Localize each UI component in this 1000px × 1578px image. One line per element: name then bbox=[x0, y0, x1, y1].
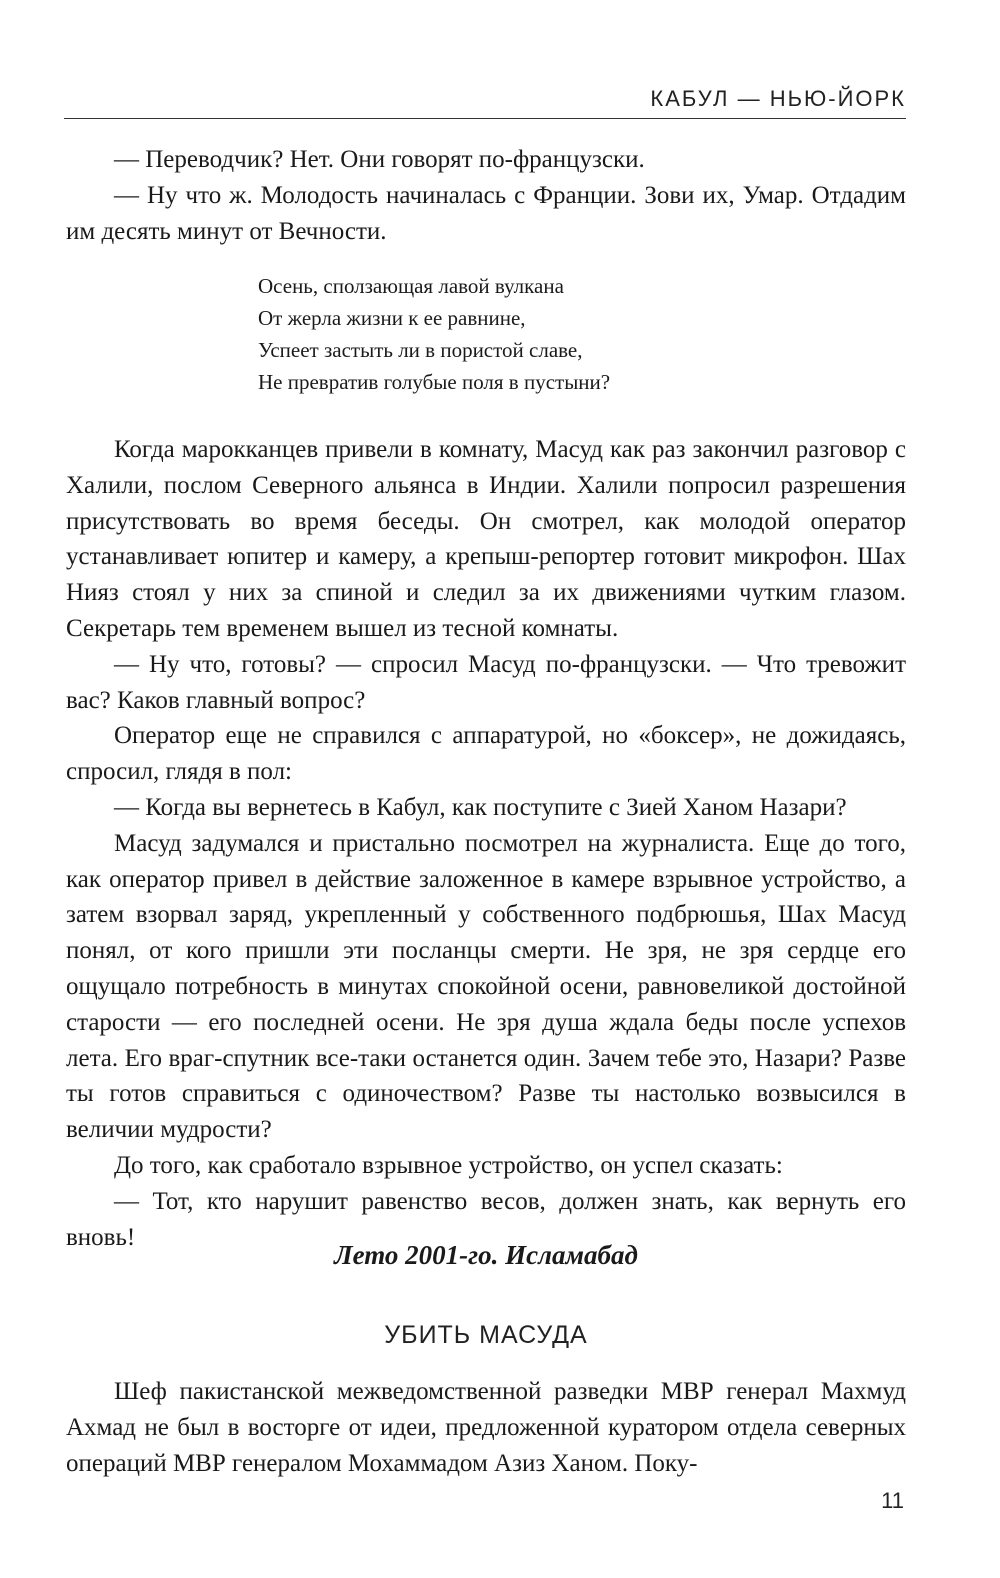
top-dialogue bbox=[66, 142, 906, 249]
section-title: Лето 2001-го. Исламабад bbox=[334, 1240, 638, 1270]
running-head: КАБУЛ — НЬЮ-ЙОРК bbox=[650, 86, 906, 111]
poem-line: Осень, сползающая лавой вулкана bbox=[258, 274, 564, 298]
main-text bbox=[66, 432, 906, 1255]
header-rule bbox=[64, 118, 906, 119]
paragraph: Когда марокканцев привели в комнату, Масуд как раз закончил разговор с Халили, послом Северного альянса в Индии. Халили попросил разрешения присутствовать во время беседы. Он смотрел, как молодой оператор устанавливает юпитер и камеру, а крепыш-репортер готовит микрофон. Шах Нияз стоял у них за спиной и следил за их движениями чутким глазом. Секретарь тем временем вышел из тесной комнаты. bbox=[66, 436, 906, 642]
paragraph: — Переводчик? Нет. Они говорят по-французски. bbox=[114, 146, 645, 173]
poem-line: От жерла жизни к ее равнине, bbox=[258, 306, 526, 330]
paragraph: — Тот, кто нарушит равенство весов, должен знать, как вернуть его вновь! bbox=[66, 1187, 906, 1251]
chapter-title: УБИТЬ МАСУДА bbox=[384, 1321, 588, 1349]
paragraph: Масуд задумался и пристально посмотрел на журналиста. Еще до того, как оператор привел в действие заложенное в камере взрывное устройство, а затем взорвал заряд, укрепленный у собственного подбрюшья, Шах Масуд понял, от кого пришли эти посланцы смерти. Не зря, не зря сердце его ощущало потребность в минутах спокойной осени, равновеликой достойной старости — его последней осени. Не зря душа ждала беды после успехов лета. Его враг-спутник все-таки останется один. Зачем тебе это, Назари? Разве ты готов справиться с одиночеством? Разве ты настолько возвысился в величии мудрости? bbox=[66, 829, 906, 1144]
chapter-text bbox=[66, 1374, 906, 1481]
poem-line: Успеет застыть ли в пористой славе, bbox=[258, 338, 583, 362]
paragraph: — Ну что, готовы? — спросил Масуд по-французски. — Что тревожит вас? Каков главный вопрос? bbox=[66, 650, 906, 714]
paragraph: До того, как сработало взрывное устройство, он успел сказать: bbox=[114, 1151, 783, 1179]
paragraph: — Ну что ж. Молодость начиналась с Франции. Зови их, Умар. Отдадим им десять минут от Вечности. bbox=[66, 181, 906, 245]
poem-line: Не превратив голубые поля в пустыни? bbox=[258, 370, 611, 394]
paragraph: Шеф пакистанской межведомственной разведки МВР генерал Махмуд Ахмад не был в восторге от идеи, предложенной куратором отдела северных операций МВР генералом Мохаммадом Азиз Ханом. Поку- bbox=[66, 1378, 906, 1477]
paragraph: — Когда вы вернетесь в Кабул, как поступите с Зией Ханом Назари? bbox=[114, 793, 847, 821]
page-number: 11 bbox=[881, 1488, 904, 1513]
poem bbox=[258, 270, 818, 398]
paragraph: Оператор еще не справился с аппаратурой, но «боксер», не дожидаясь, спросил, глядя в пол: bbox=[66, 722, 906, 786]
